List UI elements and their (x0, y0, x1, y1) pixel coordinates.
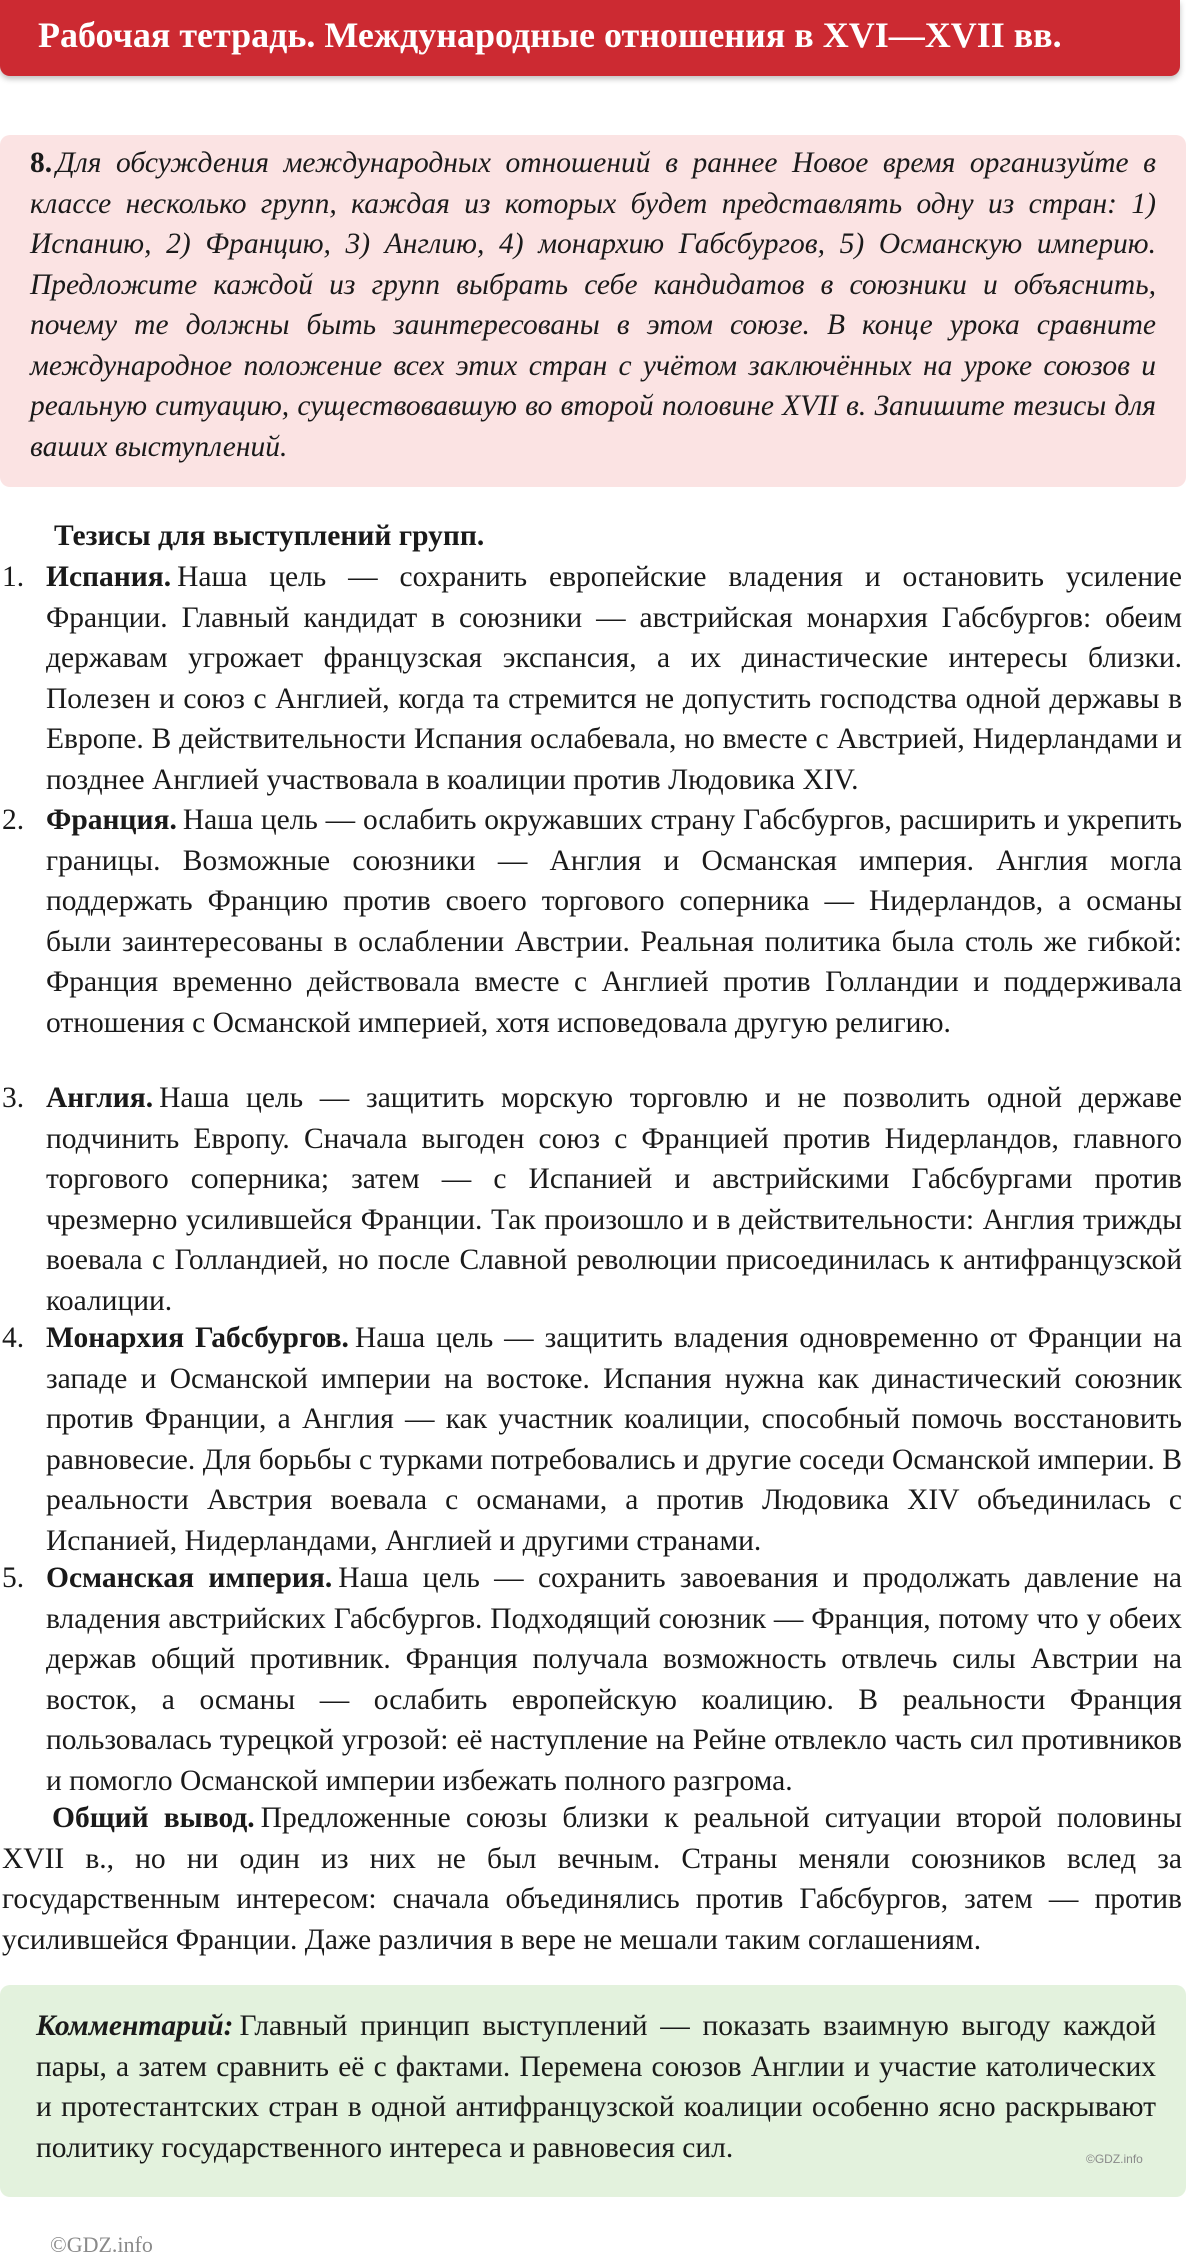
thesis-item-england (2, 1078, 1182, 1321)
comment-heading: Комментарий: (36, 2010, 234, 2042)
thesis-text: Наша цель — ослабить окружавших страну Габсбургов, расширить и укрепить границы. Возможные союзники — Англия и Османская империя. Англия могла поддержать Францию против своего торгового соперника — Нидерландов, а османы были заинтересованы в ослаблении Австрии. Реальная политика была столь же гибкой: Франция временно действовала вместе с Англией против Голландии и поддерживала отношения с Османской империей, хотя исповедовала другую религию. (46, 804, 1182, 1039)
thesis-heading: Монархия Габсбургов. (46, 1322, 349, 1354)
comment-text: Главный принцип выступлений — показать взаимную выгоду каждой пары, а затем сравнить её с фактами. Перемена союзов Англии и участие католических и протестантских стран в одной антифранцузской коалиции особенно ясно раскрывают политику государственного интереса и равновесия сил. (36, 2010, 1156, 2164)
conclusion (2, 1798, 1182, 1960)
thesis-text: Наша цель — сохранить европейские владения и остановить усиление Франции. Главный кандидат в союзники — австрийская монархия Габсбургов: обеим державам угрожает французская экспансия, а их династические интересы близки. Полезен и союз с Англией, когда та стремится не допустить господства одной державы в Европе. В действительности Испания ослабевала, но вместе с Австрией, Нидерландами и позднее Англией участвовала в коалиции против Людовика XIV. (46, 561, 1182, 796)
comment (36, 2006, 1156, 2168)
thesis-item-ottoman (2, 1558, 1183, 1801)
thesis-item-spain (2, 557, 1182, 800)
task-statement (30, 143, 1156, 467)
thesis-heading: Испания. (46, 561, 172, 593)
thesis-number: 4. (2, 1322, 25, 1354)
thesis-text: Наша цель — защитить владения одновременно от Франции на западе и Османской империи на востоке. Испания нужна как династический союзник против Франции, а Англия — как участник коалиции, способный помочь восстановить равновесие. Для борьбы с турками потребовались и другие соседи Османской империи. В реальности Австрия воевала с османами, а против Людовика XIV объединилась с Испанией, Нидерландами, Англией и другими странами. (46, 1322, 1183, 1557)
thesis-text: Наша цель — сохранить завоевания и продолжать давление на владения австрийских Габсбургов. Подходящий союзник — Франция, потому что у обеих держав общий противник. Франция получала возможность отвлечь силы Австрии на восток, а османы — ослабить европейскую коалицию. В реальности Франция пользовалась турецкой угрозой: её наступление на Рейне отвлекло часть сил противников и помогло Османской империи избежать полного разгрома. (46, 1562, 1183, 1797)
watermark-inline: ©GDZ.info (1086, 2152, 1143, 2166)
task-text: Для обсуждения международных отношений в раннее Новое время организуйте в классе несколько групп, каждая из которых будет представлять одну из стран: 1) Испанию, 2) Францию, 3) Англию, 4) монархию Габсбургов, 5) Османскую империю. Предложите каждой из групп выбрать себе кандидатов в союзники и объяснить, почему те должны быть заинтересованы в этом союзе. В конце урока сравните международное положение всех этих стран с учётом заключённых на уроке союзов и реальную ситуацию, существовавшую во второй половине XVII в. Запишите тезисы для ваших выступлений. (30, 147, 1156, 463)
thesis-item-france (2, 800, 1182, 1043)
thesis-heading: Франция. (46, 804, 177, 836)
page-title: Рабочая тетрадь. Международные отношения в XVI—XVII вв. (38, 15, 1062, 55)
thesis-heading: Османская империя. (46, 1562, 333, 1594)
thesis-number: 2. (2, 804, 25, 836)
thesis-heading: Англия. (46, 1082, 154, 1114)
conclusion-heading: Общий вывод. (52, 1802, 255, 1834)
thesis-number: 5. (2, 1562, 25, 1594)
conclusion-text: Предложенные союзы близки к реальной ситуации второй половины XVII в., но ни один из них не был вечным. Страны меняли союзников вслед за государственным интересом: сначала объединялись против Габсбургов, затем — против усилившейся Франции. Даже различия в вере не мешали таким соглашениям. (2, 1802, 1182, 1956)
thesis-number: 1. (2, 561, 25, 593)
watermark-footer: ©GDZ.info (50, 2232, 153, 2257)
task-number: 8. (30, 147, 53, 179)
thesis-text: Наша цель — защитить морскую торговлю и не позволить одной державе подчинить Европу. Сначала выгоден союз с Францией против Нидерландов, главного торгового соперника; затем — с Испанией и австрийскими Габсбургами против чрезмерно усилившейся Франции. Так произошло и в действительности: Англия трижды воевала с Голландией, но после Славной революции присоединилась к антифранцузской коалиции. (46, 1082, 1182, 1317)
theses-title: Тезисы для выступлений групп. (54, 520, 485, 552)
page-header (0, 0, 1180, 76)
thesis-number: 3. (2, 1082, 25, 1114)
thesis-item-habsburg (2, 1318, 1183, 1561)
